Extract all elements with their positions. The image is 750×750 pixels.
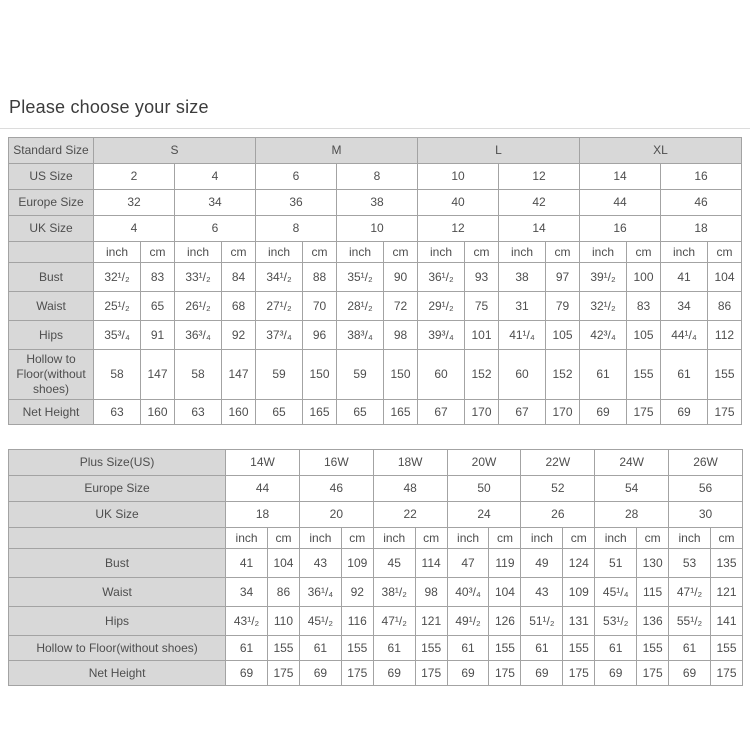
measure-value-cell: 69 xyxy=(595,661,637,686)
unit-header-cell: cm xyxy=(465,242,499,263)
row-label: UK Size xyxy=(9,216,94,242)
measure-value-cell: 45 xyxy=(373,549,415,578)
row-label: UK Size xyxy=(9,502,226,528)
unit-header-cell: cm xyxy=(222,242,256,263)
size-value-cell: 48 xyxy=(373,476,447,502)
size-value-cell: 22 xyxy=(373,502,447,528)
size-value-cell: 40 xyxy=(418,190,499,216)
size-value-cell: 44 xyxy=(580,190,661,216)
unit-header-cell: inch xyxy=(226,528,268,549)
measure-value-cell: 53¹/₂ xyxy=(595,607,637,636)
measure-value-cell: 65 xyxy=(141,292,175,321)
size-value-cell: 16 xyxy=(580,216,661,242)
measure-value-cell: 141 xyxy=(710,607,742,636)
size-value-cell: 54 xyxy=(595,476,669,502)
measure-value-cell: 51 xyxy=(595,549,637,578)
measure-value-cell: 175 xyxy=(637,661,669,686)
measure-value-cell: 104 xyxy=(268,549,300,578)
measure-value-cell: 58 xyxy=(94,350,141,400)
size-group-header: 16W xyxy=(299,450,373,476)
measure-value-cell: 45¹/₄ xyxy=(595,578,637,607)
size-value-cell: 38 xyxy=(337,190,418,216)
plus-size-table xyxy=(8,449,743,686)
size-value-cell: 4 xyxy=(94,216,175,242)
size-value-cell: 14 xyxy=(499,216,580,242)
unit-header-cell: inch xyxy=(94,242,141,263)
size-group-header: 24W xyxy=(595,450,669,476)
measure-value-cell: 40³/₄ xyxy=(447,578,489,607)
unit-header-cell: inch xyxy=(373,528,415,549)
row-label: Europe Size xyxy=(9,476,226,502)
unit-header-cell: inch xyxy=(661,242,708,263)
measure-value-cell: 104 xyxy=(708,263,742,292)
measure-value-cell: 32¹/₂ xyxy=(94,263,141,292)
measure-value-cell: 92 xyxy=(341,578,373,607)
size-group-header: L xyxy=(418,138,580,164)
measure-value-cell: 38¹/₂ xyxy=(373,578,415,607)
measure-value-cell: 49 xyxy=(521,549,563,578)
measure-value-cell: 39³/₄ xyxy=(418,321,465,350)
measure-value-cell: 34 xyxy=(226,578,268,607)
measure-value-cell: 59 xyxy=(256,350,303,400)
measure-value-cell: 36¹/₂ xyxy=(418,263,465,292)
measure-value-cell: 116 xyxy=(341,607,373,636)
size-value-cell: 20 xyxy=(299,502,373,528)
measure-value-cell: 124 xyxy=(563,549,595,578)
measure-value-cell: 152 xyxy=(465,350,499,400)
unit-header-cell: cm xyxy=(415,528,447,549)
measure-value-cell: 86 xyxy=(708,292,742,321)
size-value-cell: 18 xyxy=(226,502,300,528)
size-group-header: 18W xyxy=(373,450,447,476)
measure-value-cell: 55¹/₂ xyxy=(669,607,711,636)
measure-value-cell: 65 xyxy=(337,400,384,425)
measure-value-cell: 25¹/₂ xyxy=(94,292,141,321)
size-value-cell: 30 xyxy=(669,502,743,528)
measure-value-cell: 69 xyxy=(447,661,489,686)
row-label: Net Height xyxy=(9,400,94,425)
measure-value-cell: 93 xyxy=(465,263,499,292)
measure-value-cell: 39¹/₂ xyxy=(580,263,627,292)
measure-value-cell: 69 xyxy=(226,661,268,686)
size-value-cell: 8 xyxy=(337,164,418,190)
unit-row-corner-cell xyxy=(9,528,226,549)
measure-value-cell: 41¹/₄ xyxy=(499,321,546,350)
measure-value-cell: 175 xyxy=(710,661,742,686)
measure-value-cell: 38³/₄ xyxy=(337,321,384,350)
measure-value-cell: 59 xyxy=(337,350,384,400)
measure-value-cell: 160 xyxy=(141,400,175,425)
measure-value-cell: 175 xyxy=(627,400,661,425)
unit-header-cell: cm xyxy=(546,242,580,263)
size-value-cell: 44 xyxy=(226,476,300,502)
size-group-header: 14W xyxy=(226,450,300,476)
row-label: Waist xyxy=(9,292,94,321)
measure-value-cell: 47¹/₂ xyxy=(373,607,415,636)
measure-value-cell: 51¹/₂ xyxy=(521,607,563,636)
unit-header-cell: inch xyxy=(337,242,384,263)
measure-value-cell: 60 xyxy=(499,350,546,400)
measure-value-cell: 175 xyxy=(268,661,300,686)
unit-header-cell: inch xyxy=(580,242,627,263)
size-value-cell: 56 xyxy=(669,476,743,502)
measure-value-cell: 126 xyxy=(489,607,521,636)
size-value-cell: 24 xyxy=(447,502,521,528)
size-value-cell: 14 xyxy=(580,164,661,190)
title-divider xyxy=(0,128,750,129)
measure-value-cell: 136 xyxy=(637,607,669,636)
measure-value-cell: 37³/₄ xyxy=(256,321,303,350)
measure-value-cell: 44¹/₄ xyxy=(661,321,708,350)
measure-value-cell: 63 xyxy=(94,400,141,425)
size-group-header: 20W xyxy=(447,450,521,476)
measure-value-cell: 155 xyxy=(563,636,595,661)
measure-value-cell: 121 xyxy=(710,578,742,607)
size-group-header: S xyxy=(94,138,256,164)
measure-value-cell: 110 xyxy=(268,607,300,636)
row-label: Bust xyxy=(9,549,226,578)
unit-header-cell: cm xyxy=(341,528,373,549)
size-group-header: 26W xyxy=(669,450,743,476)
measure-value-cell: 34¹/₂ xyxy=(256,263,303,292)
standard-size-table xyxy=(8,137,742,425)
unit-header-cell: inch xyxy=(447,528,489,549)
unit-header-cell: inch xyxy=(299,528,341,549)
size-value-cell: 26 xyxy=(521,502,595,528)
unit-header-cell: cm xyxy=(303,242,337,263)
measure-value-cell: 69 xyxy=(299,661,341,686)
row-label: Hips xyxy=(9,607,226,636)
measure-value-cell: 61 xyxy=(595,636,637,661)
measure-value-cell: 109 xyxy=(341,549,373,578)
measure-value-cell: 68 xyxy=(222,292,256,321)
measure-value-cell: 114 xyxy=(415,549,447,578)
measure-value-cell: 32¹/₂ xyxy=(580,292,627,321)
unit-header-cell: inch xyxy=(418,242,465,263)
measure-value-cell: 96 xyxy=(303,321,337,350)
measure-value-cell: 175 xyxy=(341,661,373,686)
measure-value-cell: 61 xyxy=(226,636,268,661)
measure-value-cell: 155 xyxy=(341,636,373,661)
measure-value-cell: 47 xyxy=(447,549,489,578)
measure-value-cell: 58 xyxy=(175,350,222,400)
size-value-cell: 10 xyxy=(418,164,499,190)
measure-value-cell: 33¹/₂ xyxy=(175,263,222,292)
measure-value-cell: 175 xyxy=(415,661,447,686)
measure-value-cell: 72 xyxy=(384,292,418,321)
size-value-cell: 32 xyxy=(94,190,175,216)
measure-value-cell: 100 xyxy=(627,263,661,292)
measure-value-cell: 104 xyxy=(489,578,521,607)
measure-value-cell: 131 xyxy=(563,607,595,636)
unit-row-corner-cell xyxy=(9,242,94,263)
measure-value-cell: 60 xyxy=(418,350,465,400)
measure-value-cell: 150 xyxy=(303,350,337,400)
unit-header-cell: cm xyxy=(708,242,742,263)
measure-value-cell: 101 xyxy=(465,321,499,350)
unit-header-cell: cm xyxy=(627,242,661,263)
measure-value-cell: 170 xyxy=(465,400,499,425)
measure-value-cell: 155 xyxy=(710,636,742,661)
size-value-cell: 18 xyxy=(661,216,742,242)
measure-value-cell: 147 xyxy=(141,350,175,400)
measure-value-cell: 49¹/₂ xyxy=(447,607,489,636)
measure-value-cell: 115 xyxy=(637,578,669,607)
measure-value-cell: 28¹/₂ xyxy=(337,292,384,321)
measure-value-cell: 61 xyxy=(661,350,708,400)
size-value-cell: 4 xyxy=(175,164,256,190)
measure-value-cell: 75 xyxy=(465,292,499,321)
measure-value-cell: 135 xyxy=(710,549,742,578)
row-label: Hips xyxy=(9,321,94,350)
measure-value-cell: 98 xyxy=(384,321,418,350)
size-group-header: XL xyxy=(580,138,742,164)
measure-value-cell: 160 xyxy=(222,400,256,425)
size-value-cell: 6 xyxy=(175,216,256,242)
size-value-cell: 16 xyxy=(661,164,742,190)
measure-value-cell: 65 xyxy=(256,400,303,425)
measure-value-cell: 36³/₄ xyxy=(175,321,222,350)
measure-value-cell: 63 xyxy=(175,400,222,425)
measure-value-cell: 61 xyxy=(521,636,563,661)
measure-value-cell: 105 xyxy=(546,321,580,350)
measure-value-cell: 155 xyxy=(627,350,661,400)
measure-value-cell: 67 xyxy=(499,400,546,425)
measure-value-cell: 130 xyxy=(637,549,669,578)
measure-value-cell: 67 xyxy=(418,400,465,425)
measure-value-cell: 69 xyxy=(373,661,415,686)
measure-value-cell: 86 xyxy=(268,578,300,607)
measure-value-cell: 152 xyxy=(546,350,580,400)
unit-header-cell: inch xyxy=(669,528,711,549)
size-value-cell: 2 xyxy=(94,164,175,190)
measure-value-cell: 69 xyxy=(521,661,563,686)
size-value-cell: 6 xyxy=(256,164,337,190)
measure-value-cell: 43¹/₂ xyxy=(226,607,268,636)
unit-header-cell: cm xyxy=(710,528,742,549)
row-label: Net Height xyxy=(9,661,226,686)
row-label: Bust xyxy=(9,263,94,292)
measure-value-cell: 41 xyxy=(226,549,268,578)
measure-value-cell: 83 xyxy=(141,263,175,292)
unit-header-cell: cm xyxy=(141,242,175,263)
measure-value-cell: 98 xyxy=(415,578,447,607)
measure-value-cell: 34 xyxy=(661,292,708,321)
measure-value-cell: 155 xyxy=(415,636,447,661)
corner-header-cell: Standard Size xyxy=(9,138,94,164)
measure-value-cell: 170 xyxy=(546,400,580,425)
measure-value-cell: 165 xyxy=(303,400,337,425)
unit-header-cell: inch xyxy=(256,242,303,263)
measure-value-cell: 105 xyxy=(627,321,661,350)
unit-header-cell: cm xyxy=(563,528,595,549)
row-label: Europe Size xyxy=(9,190,94,216)
size-value-cell: 50 xyxy=(447,476,521,502)
measure-value-cell: 61 xyxy=(580,350,627,400)
measure-value-cell: 61 xyxy=(669,636,711,661)
measure-value-cell: 36¹/₄ xyxy=(299,578,341,607)
corner-header-cell: Plus Size(US) xyxy=(9,450,226,476)
unit-header-cell: cm xyxy=(268,528,300,549)
size-value-cell: 10 xyxy=(337,216,418,242)
row-label: Hollow to Floor(without shoes) xyxy=(9,636,226,661)
measure-value-cell: 155 xyxy=(489,636,521,661)
measure-value-cell: 61 xyxy=(299,636,341,661)
measure-value-cell: 69 xyxy=(580,400,627,425)
size-value-cell: 12 xyxy=(418,216,499,242)
measure-value-cell: 61 xyxy=(373,636,415,661)
measure-value-cell: 155 xyxy=(637,636,669,661)
unit-header-cell: inch xyxy=(595,528,637,549)
measure-value-cell: 35¹/₂ xyxy=(337,263,384,292)
measure-value-cell: 91 xyxy=(141,321,175,350)
size-value-cell: 12 xyxy=(499,164,580,190)
unit-header-cell: cm xyxy=(489,528,521,549)
measure-value-cell: 53 xyxy=(669,549,711,578)
measure-value-cell: 92 xyxy=(222,321,256,350)
size-group-header: 22W xyxy=(521,450,595,476)
unit-header-cell: inch xyxy=(521,528,563,549)
measure-value-cell: 175 xyxy=(489,661,521,686)
unit-header-cell: cm xyxy=(384,242,418,263)
size-value-cell: 52 xyxy=(521,476,595,502)
measure-value-cell: 84 xyxy=(222,263,256,292)
measure-value-cell: 69 xyxy=(669,661,711,686)
measure-value-cell: 45¹/₂ xyxy=(299,607,341,636)
measure-value-cell: 88 xyxy=(303,263,337,292)
measure-value-cell: 26¹/₂ xyxy=(175,292,222,321)
measure-value-cell: 43 xyxy=(299,549,341,578)
measure-value-cell: 61 xyxy=(447,636,489,661)
measure-value-cell: 155 xyxy=(268,636,300,661)
size-value-cell: 42 xyxy=(499,190,580,216)
row-label: US Size xyxy=(9,164,94,190)
measure-value-cell: 150 xyxy=(384,350,418,400)
size-value-cell: 28 xyxy=(595,502,669,528)
measure-value-cell: 112 xyxy=(708,321,742,350)
measure-value-cell: 83 xyxy=(627,292,661,321)
size-value-cell: 36 xyxy=(256,190,337,216)
measure-value-cell: 97 xyxy=(546,263,580,292)
measure-value-cell: 38 xyxy=(499,263,546,292)
row-label: Hollow to Floor(without shoes) xyxy=(9,350,94,400)
measure-value-cell: 121 xyxy=(415,607,447,636)
unit-header-cell: inch xyxy=(175,242,222,263)
unit-header-cell: cm xyxy=(637,528,669,549)
measure-value-cell: 119 xyxy=(489,549,521,578)
measure-value-cell: 155 xyxy=(708,350,742,400)
measure-value-cell: 109 xyxy=(563,578,595,607)
measure-value-cell: 79 xyxy=(546,292,580,321)
measure-value-cell: 70 xyxy=(303,292,337,321)
measure-value-cell: 29¹/₂ xyxy=(418,292,465,321)
page-title: Please choose your size xyxy=(9,97,209,117)
measure-value-cell: 31 xyxy=(499,292,546,321)
measure-value-cell: 90 xyxy=(384,263,418,292)
measure-value-cell: 35³/₄ xyxy=(94,321,141,350)
measure-value-cell: 41 xyxy=(661,263,708,292)
size-value-cell: 34 xyxy=(175,190,256,216)
size-group-header: M xyxy=(256,138,418,164)
measure-value-cell: 175 xyxy=(708,400,742,425)
measure-value-cell: 175 xyxy=(563,661,595,686)
measure-value-cell: 69 xyxy=(661,400,708,425)
measure-value-cell: 147 xyxy=(222,350,256,400)
measure-value-cell: 47¹/₂ xyxy=(669,578,711,607)
size-value-cell: 46 xyxy=(299,476,373,502)
size-value-cell: 46 xyxy=(661,190,742,216)
measure-value-cell: 42³/₄ xyxy=(580,321,627,350)
measure-value-cell: 165 xyxy=(384,400,418,425)
size-value-cell: 8 xyxy=(256,216,337,242)
row-label: Waist xyxy=(9,578,226,607)
unit-header-cell: inch xyxy=(499,242,546,263)
measure-value-cell: 27¹/₂ xyxy=(256,292,303,321)
measure-value-cell: 43 xyxy=(521,578,563,607)
